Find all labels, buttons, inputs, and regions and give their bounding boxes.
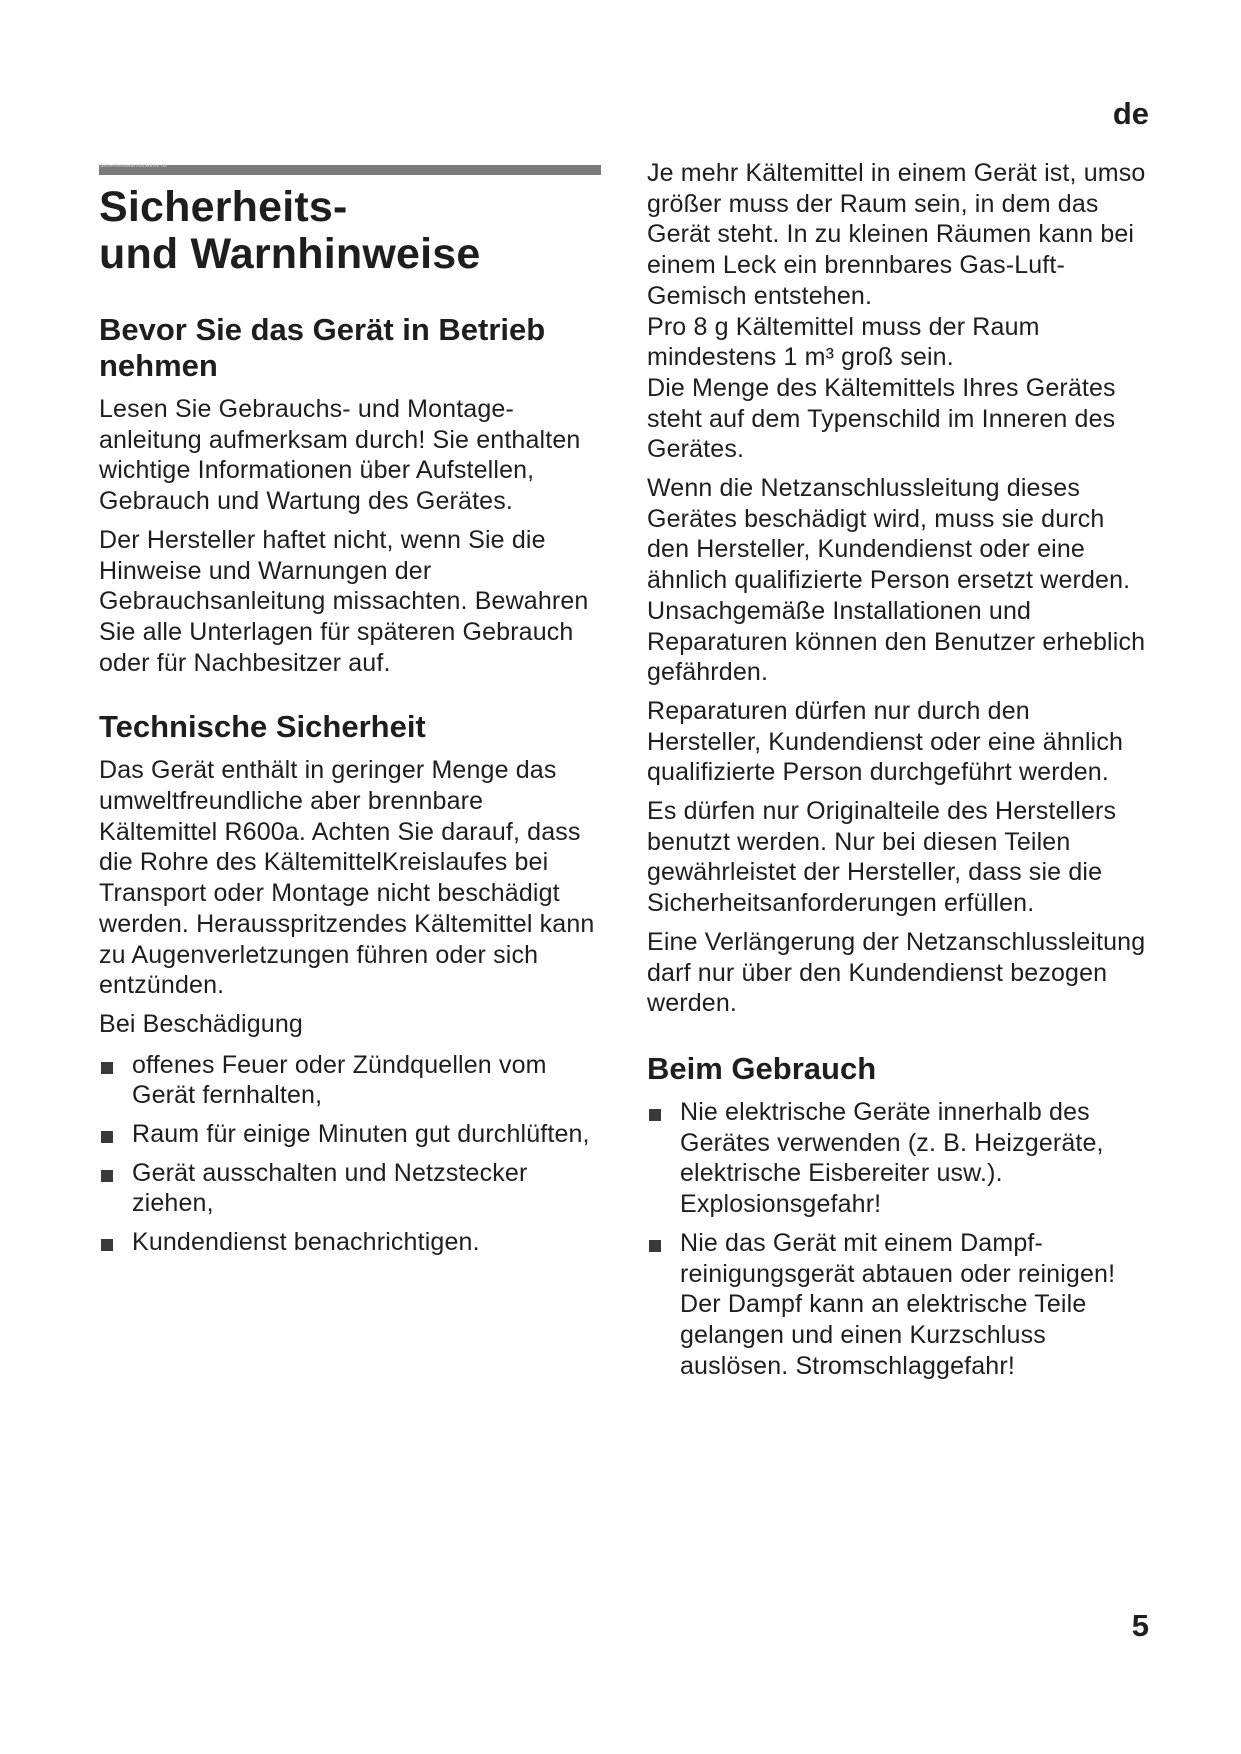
paragraph-read-manual: Lesen Sie Gebrauchs- und Montageanleitung aufmerksam durch! Sie enthalten wichtige Informationen über Aufstellen, Gebrauch und Wartung des Gerätes. <box>99 395 581 516</box>
usage-warnings-list <box>647 1097 1147 1381</box>
right-column <box>647 158 1147 1381</box>
paragraph-if-damaged: Bei Beschädigung <box>99 1009 303 1038</box>
heading-before-use: Bevor Sie das Gerät in Betrieb nehmen <box>99 312 546 383</box>
paragraph-repairs: Reparaturen dürfen nur durch den Hersteller, Kundendienst oder eine ähnlich qualifizierte Person durchgeführt werden. <box>647 696 1124 787</box>
list-item: Nie das Gerät mit einem Dampfreinigungsgerät abtauen oder reinigen! Der Dampf kann an elektrische Teile gelangen und einen Kurzschluss auslösen. Stromschlaggefahr! <box>647 1228 1147 1382</box>
list-item: Nie elektrische Geräte innerhalb des Gerätes verwenden (z. B. Heizgeräte, elektrische Eisbereiter usw.). Explosionsgefahr! <box>647 1097 1147 1220</box>
paragraph-refrigerant: Das Gerät enthält in geringer Menge das umweltfreundliche aber brennbare Kältemittel R600a. Achten Sie darauf, dass die Rohre des KältemittelKreislaufes bei Transport oder Montage nicht beschädigt werden. Herausspritzendes Kältemittel kann zu Augenverletzungen führen oder sich entzünden. <box>99 756 595 1000</box>
paragraph-original-parts: Es dürfen nur Originalteile des Herstellers benutzt werden. Nur bei diesen Teilen gewährleistet der Hersteller, dass sie die Sicherheitsanforderungen erfüllen. <box>647 797 1117 918</box>
heading-during-use: Beim Gebrauch <box>647 1050 877 1086</box>
paragraph-power-cord: Wenn die Netzanschlussleitung dieses Gerätes beschädigt wird, muss sie durch den Hersteller, Kundendienst oder eine ähnlich qualifizierte Person ersetzt werden. Unsachgemäße Installationen und Reparaturen können den Benutzer erheblich gefährden. <box>647 474 1146 687</box>
paragraph-room-size: Je mehr Kältemittel in einem Gerät ist, umso größer muss der Raum sein, in dem das Gerät steht. In zu kleinen Räumen kann bei einem Leck ein brennbares Gas-Luft-Gemisch entstehen. <box>647 159 1146 310</box>
square-bullet-icon <box>101 1131 113 1143</box>
square-bullet-icon <box>101 1239 113 1251</box>
page-title-line1: Sicherheits- <box>99 183 348 231</box>
paragraph-manufacturer-liability: Der Hersteller haftet nicht, wenn Sie die Hinweise und Warnungen der Gebrauchsanleitung missachten. Bewahren Sie alle Unterlagen für späteren Gebrauch oder für Nachbesitzer auf. <box>99 525 589 677</box>
page-number: 5 <box>1131 1608 1149 1643</box>
paragraph-extension-cord: Eine Verlängerung der Netzanschlussleitung darf nur über den Kundendienst bezogen werden. <box>647 927 1146 1018</box>
list-item: offenes Feuer oder Zündquellen vom Gerät fernhalten, <box>99 1050 599 1111</box>
paragraph-room-volume: Pro 8 g Kältemittel muss der Raum mindestens 1 m³ groß sein. <box>647 312 1040 372</box>
list-item: Kundendienst benachrichtigen. <box>99 1227 599 1258</box>
page-title-line2: und Warnhinweise <box>99 230 481 278</box>
square-bullet-icon <box>649 1240 661 1252</box>
list-item: Raum für einige Minuten gut durchlüften, <box>99 1119 599 1150</box>
damage-instructions-list <box>99 1050 599 1258</box>
heading-technical-safety: Technische Sicherheit <box>99 709 426 745</box>
page-title <box>99 184 599 278</box>
paragraph-type-plate: Die Menge des Kältemittels Ihres Gerätes steht auf dem Typenschild im Inneren des Gerätes. <box>647 373 1116 464</box>
list-item: Gerät ausschalten und Netzstecker ziehen, <box>99 1158 599 1219</box>
square-bullet-icon <box>649 1109 661 1121</box>
left-column <box>99 160 599 1258</box>
language-tag: de <box>1112 96 1149 131</box>
square-bullet-icon <box>101 1170 113 1182</box>
square-bullet-icon <box>101 1062 113 1074</box>
section-rule-caption: Sicherheitswarnhinweise de <box>100 163 168 169</box>
